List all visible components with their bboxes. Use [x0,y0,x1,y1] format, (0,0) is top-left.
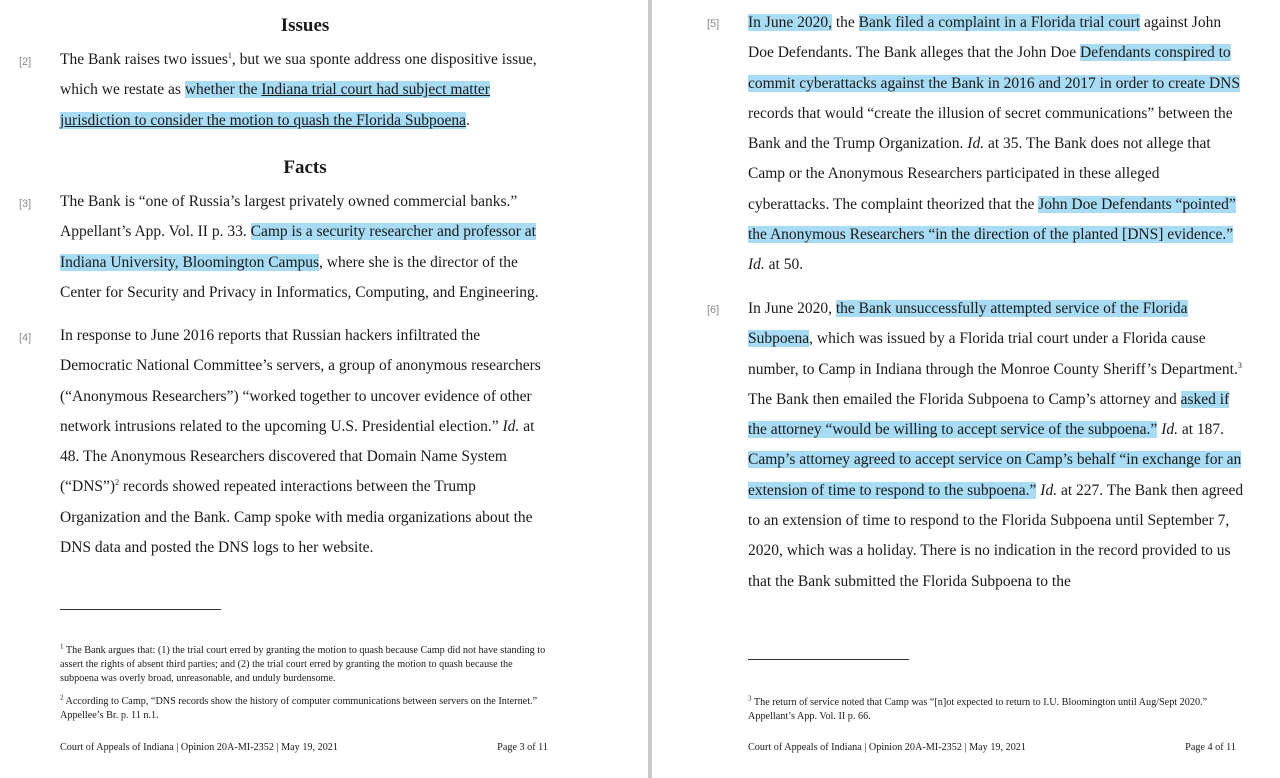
footnote-2: $^2$ According to Camp, “DNS records show the history of computer communications between servers on the Internet.” Appellee’s Br. p. 11 n.1. [60,693,538,721]
paragraph-4: In response to June 2016 reports that Russian hackers infiltrated the Democratic National Committee’s servers, a group of anonymous researchers (“Anonymous Researchers”) “worked together to uncover evidence of other network intrusions related to the upcoming U.S. Presidential election.” Id. at 48. The Anonymous Researchers discovered that Domain Name System (“DNS”)$^2$ records showed repeated interactions between the Trump Organization and the Bank. Camp spoke with media organizations about the DNS data and posted the DNS logs to her website. [60,327,541,557]
footnote-rule [60,609,221,610]
highlight: Defendants conspired to commit cyberattacks against the Bank in 2016 and 2017 in order to create DNS [748,44,1240,92]
highlight-underline: Indiana trial court had subject matter jurisdiction to consider the motion to quash the Florida Subpoena [60,81,490,129]
paragraph-number: [2] [19,56,32,68]
highlight: asked if the attorney “would be willing to accept service of the subpoena.” [748,390,1230,439]
footnote-ref-3[interactable]: 3 [1237,360,1242,370]
paragraph-number: [3] [19,198,32,210]
highlight: John Doe Defendants “pointed” the Anonymous Researchers “in the direction of the planted [DNS] evidence.” [748,195,1236,244]
paragraph-5: In June 2020, the Bank filed a complaint in a Florida trial court against John Doe Defendants. The Bank alleges that the John Doe Defendants conspired to commit cyberattacks against the Bank in 2016 and 2017 in order to create DNS records that would “create the illusion of secret communications” between the Bank and the Trump Organization. Id. at 35. The Bank does not allege that Camp or the Anonymous Researchers participated in these alleged cyberattacks. The complaint theorized that the John Doe Defendants “pointed” the Anonymous Researchers “in the direction of the planted [DNS] evidence.” Id. at 50. [748,14,1240,274]
paragraph-2: The Bank raises two issues$^1$, but we sua sponte address one dispositive issue, which we restate as whether the Indiana trial court had subject matter jurisdiction to consider the motion to quash the Florida Subpoena. [60,50,537,129]
highlight: Camp’s attorney agreed to accept service on Camp’s behalf “in exchange for an extension of time to respond to the subpoena.” [748,451,1242,499]
footnote-1: $^1$ The Bank argues that: (1) the trial court erred by granting the motion to quash because Camp did not have standing to assert the rights of absent third parties; and (2) the trial court erred by granting the motion to quash because the subpoena was overly broad, unreasonable, and unduly burdensome. [60,642,546,684]
opinion-page-4 [652,0,1280,778]
page-number: Page 3 of 11 [497,742,548,753]
highlight: Camp is a security researcher and professor at Indiana University, Bloomington Campus [60,223,536,271]
paragraph-6: In June 2020, the Bank unsuccessfully attempted service of the Florida Subpoena, which was issued by a Florida trial court under a Florida cause number, to Camp in Indiana through the Monroe County Sheriff’s Department.$^3$ The Bank then emailed the Florida Subpoena to Camp’s attorney and asked if the attorney “would be willing to accept service of the subpoena.” Id. at 187. Camp’s attorney agreed to accept service on Camp’s behalf “in exchange for an extension of time to respond to the subpoena.” Id. at 227. The Bank then agreed to an extension of time to respond to the Florida Subpoena until September 7, 2020, which was a holiday. There is no indication in the record provided to us that the Bank submitted the Florida Subpoena to the [748,300,1244,590]
footnote-3: $^3$ The return of service noted that Camp was “[n]ot expected to return to I.U. Bloomington until Aug/Sept 2020.” Appellant’s App. Vol. II p. 66. [748,694,1208,722]
highlight: Bank filed a complaint in a Florida trial court [858,14,1141,31]
heading-issues: Issues [280,15,330,36]
footnote-ref-1[interactable]: 1 [227,50,232,60]
highlight: In June 2020, [748,14,832,31]
page-footer: Court of Appeals of Indiana | Opinion 20A-MI-2352 | May 19, 2021 [748,742,1026,753]
page-footer: Court of Appeals of Indiana | Opinion 20A-MI-2352 | May 19, 2021 [60,742,338,753]
page-number: Page 4 of 11 [1185,742,1236,753]
paragraph-3: The Bank is “one of Russia’s largest privately owned commercial banks.” Appellant’s App. Vol. II p. 33. Camp is a security researcher and professor at Indiana University, Bloomington Campus, where she is the director of the Center for Security and Privacy in Informatics, Computing, and Engineering. [60,193,539,301]
highlight: the Bank unsuccessfully attempted service of the Florida Subpoena [748,300,1188,348]
footnote-rule [748,659,909,660]
highlight: whether the [184,81,262,99]
paragraph-number: [4] [19,332,32,344]
heading-facts: Facts [283,157,327,178]
footnote-ref-2[interactable]: 2 [115,478,120,488]
paragraph-number: [5] [707,18,720,30]
paragraph-number: [6] [707,304,720,316]
